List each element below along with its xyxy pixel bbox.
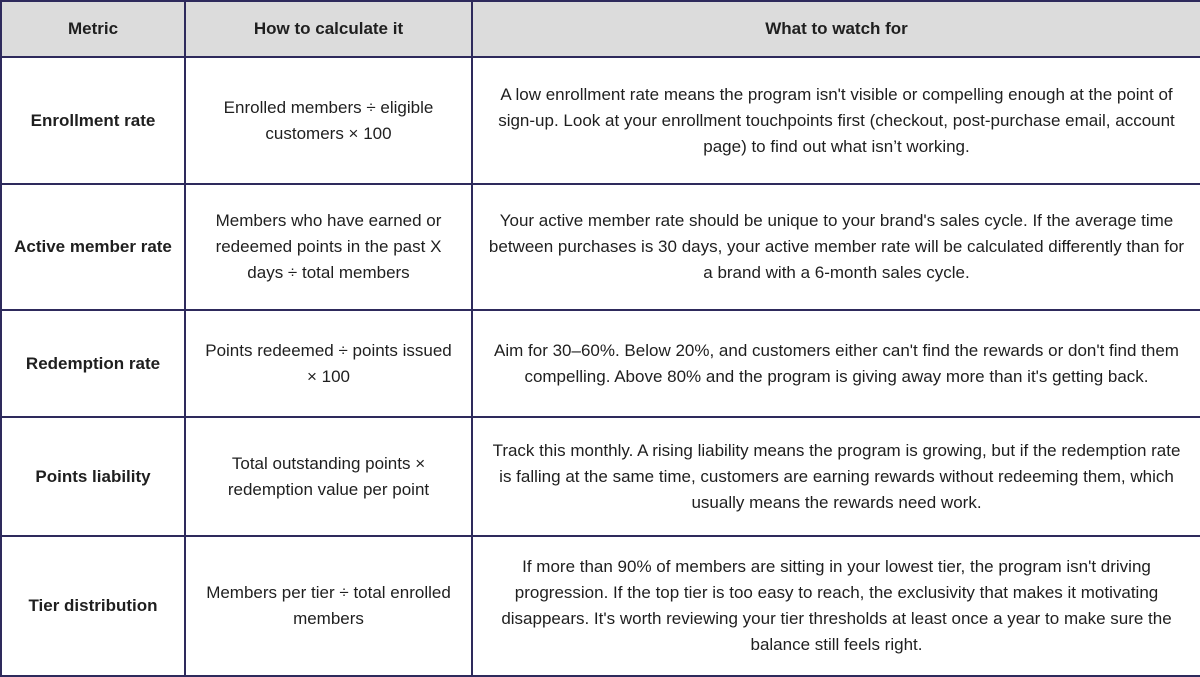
table-row	[1, 536, 1200, 676]
table-row	[1, 310, 1200, 417]
metric-name-cell: Enrollment rate	[1, 57, 185, 184]
table-row	[1, 57, 1200, 184]
watch-for-cell: A low enrollment rate means the program isn't visible or compelling enough at the point of sign-up. Look at your enrollment touchpoints first (checkout, post-purchase email, account page) to find out what isn’t working.	[472, 57, 1200, 184]
watch-for-cell: If more than 90% of members are sitting in your lowest tier, the program isn't driving progression. If the top tier is too easy to reach, the exclusivity that makes it motivating disappears. It's worth reviewing your tier thresholds at least once a year to make sure the balance still feels right.	[472, 536, 1200, 676]
column-header-calculation: How to calculate it	[185, 1, 472, 57]
column-header-metric: Metric	[1, 1, 185, 57]
metric-name-cell: Redemption rate	[1, 310, 185, 417]
watch-for-cell: Track this monthly. A rising liability means the program is growing, but if the redemption rate is falling at the same time, customers are earning rewards without redeeming them, which usually means the rewards need work.	[472, 417, 1200, 536]
metric-name-cell: Tier distribution	[1, 536, 185, 676]
metric-name-cell: Points liability	[1, 417, 185, 536]
table-header-row	[1, 1, 1200, 57]
table-row	[1, 417, 1200, 536]
table-row	[1, 184, 1200, 310]
watch-for-cell: Aim for 30–60%. Below 20%, and customers either can't find the rewards or don't find them compelling. Above 80% and the program is giving away more than it's getting back.	[472, 310, 1200, 417]
calculation-cell: Members who have earned or redeemed points in the past X days ÷ total members	[185, 184, 472, 310]
calculation-cell: Members per tier ÷ total enrolled members	[185, 536, 472, 676]
calculation-cell: Enrolled members ÷ eligible customers × 100	[185, 57, 472, 184]
calculation-cell: Points redeemed ÷ points issued × 100	[185, 310, 472, 417]
watch-for-cell: Your active member rate should be unique to your brand's sales cycle. If the average time between purchases is 30 days, your active member rate will be calculated differently than for a brand with a 6-month sales cycle.	[472, 184, 1200, 310]
metric-name-cell: Active member rate	[1, 184, 185, 310]
column-header-watch-for: What to watch for	[472, 1, 1200, 57]
calculation-cell: Total outstanding points × redemption value per point	[185, 417, 472, 536]
